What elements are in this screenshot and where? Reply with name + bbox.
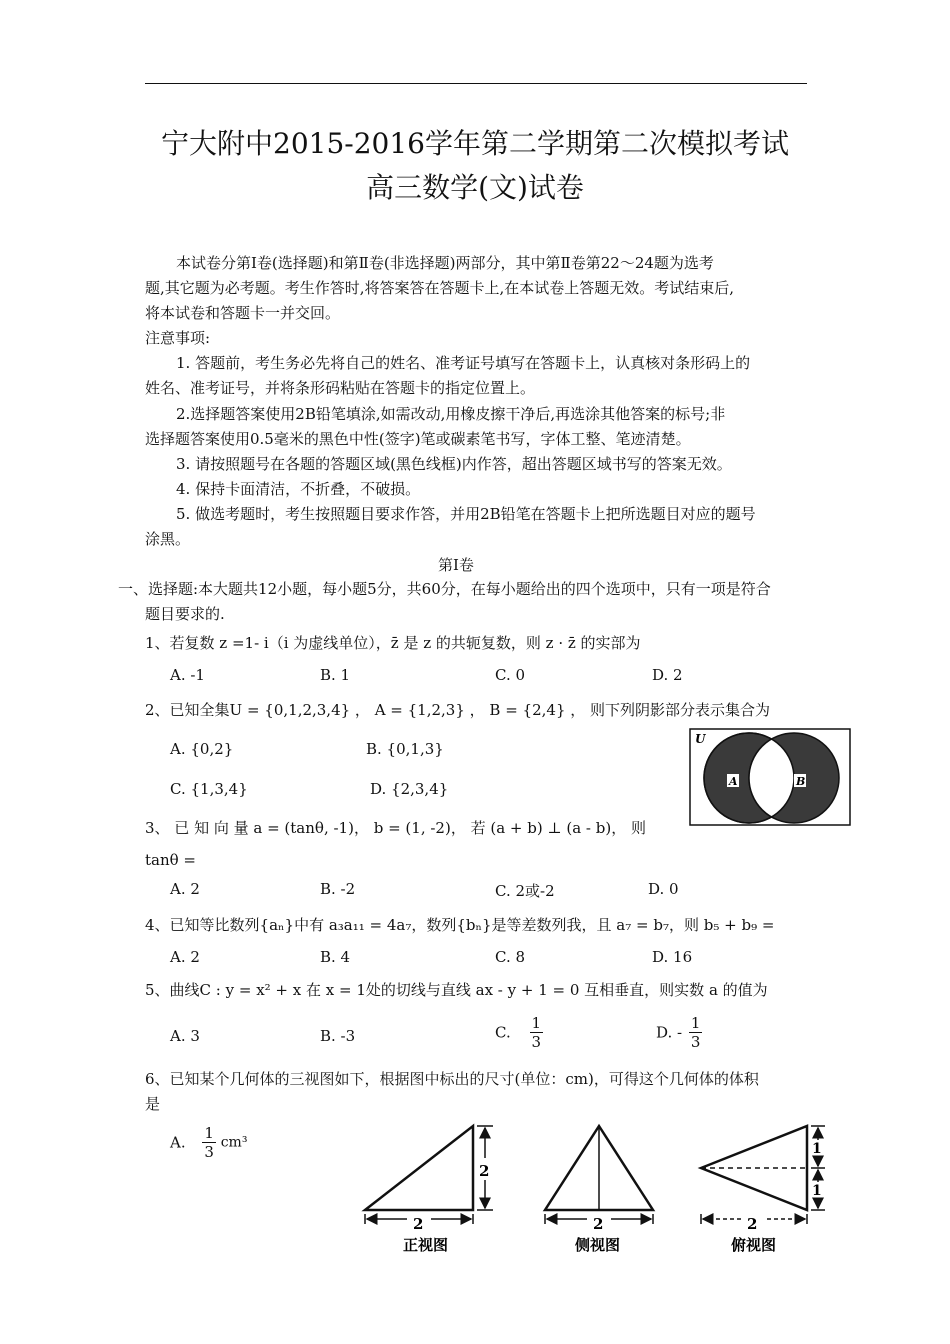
exam-subtitle: 高三数学(文)试卷: [366, 171, 584, 204]
q4-option-d: D. 16: [652, 948, 693, 966]
header-rule: [145, 83, 807, 84]
intro-line: 将本试卷和答题卡一并交回。: [145, 304, 341, 322]
q4-option-b: B. 4: [320, 948, 351, 966]
intro-line: 本试卷分第Ⅰ卷(选择题)和第Ⅱ卷(非选择题)两部分，其中第Ⅱ卷第22～24题为选考: [176, 254, 714, 272]
fraction-numerator: 1: [690, 1014, 701, 1032]
top-view: [701, 1126, 825, 1254]
note-item: 4. 保持卡面清洁，不折叠，不破损。: [176, 480, 421, 498]
section-heading: 题目要求的.: [145, 605, 225, 623]
q1-option-a: A. -1: [170, 666, 205, 684]
top-upper-label: 1: [812, 1141, 822, 1157]
venn-u-label: U: [695, 732, 706, 746]
side-view-caption: 侧视图: [575, 1236, 621, 1254]
q6-option-a-prefix: A.: [170, 1133, 186, 1152]
q1-option-c: C. 0: [495, 666, 526, 684]
note-item: 5. 做选考题时，考生按照题目要求作答，并用2B铅笔在答题卡上把所选题目对应的题号: [176, 505, 756, 523]
note-item: 涂黑。: [145, 530, 191, 548]
q5-option-c: [495, 1014, 543, 1051]
section-label: 第Ⅰ卷: [438, 556, 474, 574]
q4-option-a: A. 2: [170, 948, 200, 966]
top-lower-label: 1: [812, 1183, 822, 1199]
fraction: [202, 1124, 216, 1161]
question-5-stem: 5、曲线C : y = x² + x 在 x = 1处的切线与直线 ax - y + 1 = 0 互相垂直，则实数 a 的值为: [145, 981, 768, 999]
question-3-stem-cont: tanθ =: [145, 851, 196, 869]
note-item: 姓名、准考证号，并将条形码粘贴在答题卡的指定位置上。: [145, 379, 536, 397]
q3-option-d: D. 0: [648, 880, 679, 898]
question-1-stem: 1、若复数 z =1- i（i 为虚线单位），z̄ 是 z 的共轭复数，则 z · z̄ 的实部为: [145, 634, 641, 652]
fraction-denominator: 3: [531, 1033, 542, 1051]
q3-option-c: C. 2或-2: [495, 882, 555, 900]
q5-option-d: [656, 1014, 702, 1051]
top-width-label: 2: [747, 1215, 758, 1233]
q5-option-d-prefix: D. -: [656, 1023, 683, 1042]
q5-option-c-prefix: C.: [495, 1023, 511, 1042]
q3-option-a: A. 2: [170, 880, 200, 898]
front-view: [365, 1126, 493, 1254]
note-item: 2.选择题答案使用2B铅笔填涂,如需改动,用橡皮擦干净后,再选涂其他答案的标号;非: [176, 405, 726, 423]
q2-option-c: C. {1,3,4}: [170, 780, 248, 798]
venn-b-label: B: [796, 775, 806, 788]
note-item: 1. 答题前，考生务必先将自己的姓名、准考证号填写在答题卡上，认真核对条形码上的: [176, 354, 751, 372]
venn-diagram: [689, 728, 851, 826]
unit: cm³: [220, 1134, 248, 1151]
question-6-stem-cont: 是: [145, 1095, 161, 1113]
fraction-numerator: 1: [204, 1124, 214, 1142]
side-view: [545, 1126, 653, 1254]
three-view-figure: [355, 1118, 840, 1258]
q5-option-a: A. 3: [170, 1027, 200, 1045]
q2-option-d: D. {2,3,4}: [370, 780, 449, 798]
question-3-stem: 3、 已 知 向 量 a = (tanθ, -1)， b = (1, -2)， 若 (a + b) ⊥ (a - b)， 则: [145, 819, 646, 837]
q1-option-b: B. 1: [320, 666, 351, 684]
section-heading: 一、选择题:本大题共12小题，每小题5分，共60分，在每小题给出的四个选项中，只有一项是符合: [118, 580, 771, 598]
q5-option-b: B. -3: [320, 1027, 356, 1045]
q1-option-d: D. 2: [652, 666, 683, 684]
fraction-denominator: 3: [690, 1033, 701, 1051]
front-height-label: 2: [479, 1162, 490, 1180]
fraction: [530, 1014, 544, 1051]
venn-a-label: A: [729, 775, 738, 788]
front-width-label: 2: [413, 1215, 424, 1233]
fraction-denominator: 3: [204, 1143, 214, 1161]
q3-option-b: B. -2: [320, 880, 356, 898]
front-view-caption: 正视图: [403, 1236, 449, 1254]
q4-option-c: C. 8: [495, 948, 526, 966]
side-width-label: 2: [593, 1215, 604, 1233]
note-item: 3. 请按照题号在各题的答题区域(黑色线框)内作答，超出答题区域书写的答案无效。: [176, 455, 732, 473]
top-view-caption: 俯视图: [731, 1236, 777, 1254]
q6-option-a: [170, 1124, 247, 1161]
question-2-stem: 2、已知全集U = {0,1,2,3,4} ， A = {1,2,3} ， B = {2,4} ， 则下列阴影部分表示集合为: [145, 701, 771, 719]
q2-option-a: A. {0,2}: [170, 740, 234, 758]
notes-title: 注意事项:: [145, 329, 211, 347]
intro-line: 题,其它题为必考题。考生作答时,将答案答在答题卡上,在本试卷上答题无效。考试结束后,: [145, 279, 735, 297]
question-6-stem: 6、已知某个几何体的三视图如下，根据图中标出的尺寸(单位：cm)，可得这个几何体的体积: [145, 1070, 759, 1088]
fraction: [689, 1014, 703, 1051]
question-4-stem: 4、已知等比数列{aₙ}中有 a₃a₁₁ = 4a₇，数列{bₙ}是等差数列我，且 a₇ = b₇，则 b₅ + b₉ =: [145, 916, 775, 934]
q2-option-b: B. {0,1,3}: [366, 740, 444, 758]
exam-title: 宁大附中2015-2016学年第二学期第二次模拟考试: [161, 127, 789, 160]
fraction-numerator: 1: [531, 1014, 542, 1032]
note-item: 选择题答案使用0.5毫米的黑色中性(签字)笔或碳素笔书写，字体工整、笔迹清楚。: [145, 430, 691, 448]
